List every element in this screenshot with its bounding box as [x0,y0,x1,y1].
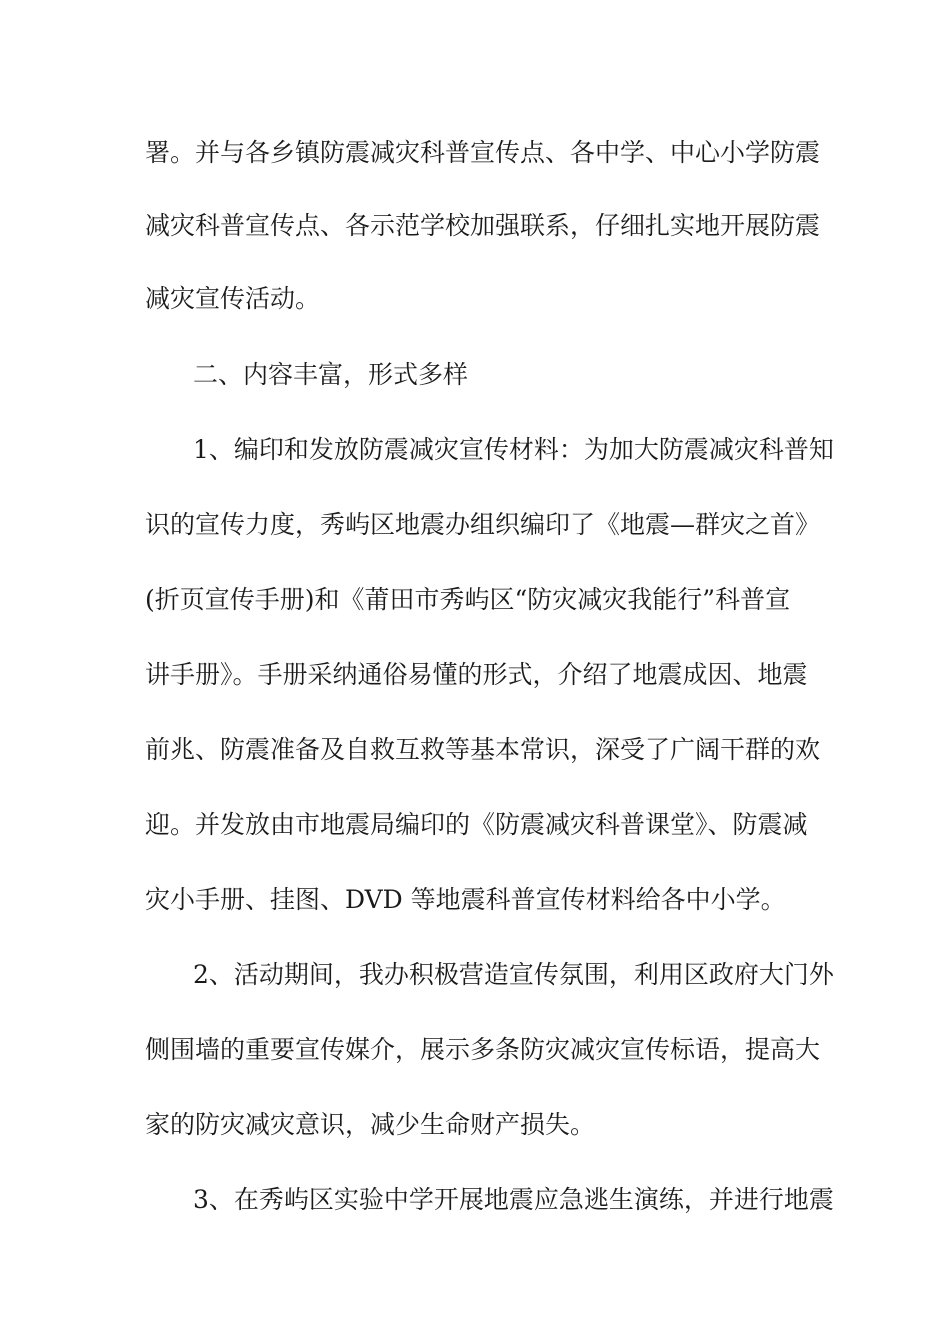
text-line: 减灾科普宣传点、各示范学校加强联系，仔细扎实地开展防震 [145,211,821,240]
text-line: (折页宣传手册)和《莆田市秀屿区“防灾减灾我能行”科普宣 [145,585,791,614]
text-line: 1、编印和发放防震减灾宣传材料：为加大防震减灾科普知 [193,435,834,464]
text-line: 识的宣传力度，秀屿区地震办组织编印了《地震—群灾之首》 [145,510,821,539]
text-line: 署。并与各乡镇防震减灾科普宣传点、各中学、中心小学防震 [145,138,821,167]
text-line: 3、在秀屿区实验中学开展地震应急逃生演练，并进行地震 [193,1185,834,1214]
text-line: 讲手册》。手册采纳通俗易懂的形式，介绍了地震成因、地震 [145,660,808,689]
text-line: 减灾宣传活动。 [145,284,321,313]
text-line: 前兆、防震准备及自救互救等基本常识，深受了广阔干群的欢 [145,735,821,764]
text-line: 迎。并发放由市地震局编印的《防震减灾科普课堂》、防震减 [145,810,808,839]
text-line: 2、活动期间，我办积极营造宣传氛围，利用区政府大门外 [193,960,834,989]
section-heading: 二、内容丰富，形式多样 [193,360,469,389]
text-line: 家的防灾减灾意识，减少生命财产损失。 [145,1110,596,1139]
text-line: 侧围墙的重要宣传媒介，展示多条防灾减灾宣传标语，提高大 [145,1035,821,1064]
text-line: 灾小手册、挂图、DVD 等地震科普宣传材料给各中小学。 [145,885,786,914]
